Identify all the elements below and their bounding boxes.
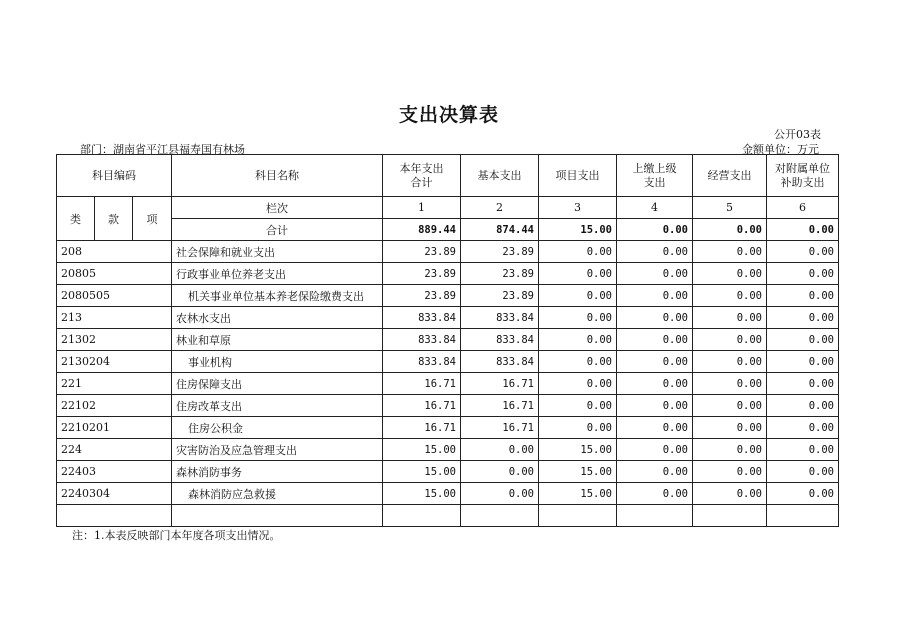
total-value: 874.44 — [461, 219, 539, 241]
table-row — [57, 483, 839, 505]
empty-cell — [693, 505, 767, 527]
row-name: 森林消防应急救援 — [172, 483, 383, 505]
row-value: 0.00 — [539, 263, 617, 285]
header-remit — [617, 155, 693, 197]
header-subsidy-line2: 补助支出 — [780, 175, 825, 189]
row-name: 机关事业单位基本养老保险缴费支出 — [172, 285, 383, 307]
row-value: 0.00 — [693, 285, 767, 307]
row-value: 23.89 — [461, 263, 539, 285]
header-total-line2: 合计 — [410, 175, 433, 189]
row-value: 15.00 — [383, 439, 461, 461]
header-project: 项目支出 — [539, 155, 617, 197]
row-value: 0.00 — [461, 461, 539, 483]
row-value: 0.00 — [539, 373, 617, 395]
total-value: 889.44 — [383, 219, 461, 241]
column-index-row — [57, 197, 839, 219]
row-value: 0.00 — [617, 285, 693, 307]
row-value: 0.00 — [693, 241, 767, 263]
row-value: 0.00 — [767, 307, 839, 329]
row-value: 0.00 — [693, 439, 767, 461]
row-code: 2240304 — [57, 483, 172, 505]
row-value: 833.84 — [383, 329, 461, 351]
row-value: 15.00 — [539, 483, 617, 505]
row-value: 0.00 — [617, 483, 693, 505]
row-name: 住房保障支出 — [172, 373, 383, 395]
document-code: 公开03表 — [774, 128, 821, 141]
row-value: 0.00 — [767, 395, 839, 417]
row-name: 住房改革支出 — [172, 395, 383, 417]
row-value: 0.00 — [539, 241, 617, 263]
row-value: 833.84 — [383, 351, 461, 373]
column-number: 3 — [539, 197, 617, 219]
row-value: 833.84 — [461, 307, 539, 329]
row-value: 15.00 — [539, 439, 617, 461]
row-value: 15.00 — [383, 461, 461, 483]
row-value: 0.00 — [767, 439, 839, 461]
row-name: 行政事业单位养老支出 — [172, 263, 383, 285]
header-name: 科目名称 — [172, 155, 383, 197]
table-row — [57, 395, 839, 417]
row-value: 0.00 — [617, 329, 693, 351]
expenditure-table — [56, 154, 839, 527]
row-value: 0.00 — [539, 285, 617, 307]
row-code: 20805 — [57, 263, 172, 285]
table-row — [57, 241, 839, 263]
row-value: 833.84 — [461, 329, 539, 351]
column-number: 4 — [617, 197, 693, 219]
table-row — [57, 307, 839, 329]
row-value: 23.89 — [383, 285, 461, 307]
total-value: 0.00 — [767, 219, 839, 241]
row-value: 0.00 — [693, 373, 767, 395]
header-total-line1: 本年支出 — [399, 161, 444, 175]
row-code: 2130204 — [57, 351, 172, 373]
total-value: 0.00 — [617, 219, 693, 241]
row-value: 16.71 — [461, 373, 539, 395]
row-code: 2210201 — [57, 417, 172, 439]
row-value: 0.00 — [693, 351, 767, 373]
header-row — [57, 155, 839, 197]
row-value: 15.00 — [383, 483, 461, 505]
row-value: 0.00 — [617, 417, 693, 439]
table-row — [57, 439, 839, 461]
row-value: 0.00 — [767, 351, 839, 373]
row-value: 0.00 — [617, 241, 693, 263]
row-value: 0.00 — [693, 395, 767, 417]
row-value: 16.71 — [383, 417, 461, 439]
column-number: 6 — [767, 197, 839, 219]
header-lei: 类 — [57, 197, 95, 241]
table-row — [57, 351, 839, 373]
empty-cell — [172, 505, 383, 527]
row-value: 0.00 — [617, 351, 693, 373]
header-operating: 经营支出 — [693, 155, 767, 197]
table-row — [57, 263, 839, 285]
table-row — [57, 373, 839, 395]
row-name: 住房公积金 — [172, 417, 383, 439]
row-value: 23.89 — [383, 241, 461, 263]
header-code: 科目编码 — [57, 155, 172, 197]
row-value: 0.00 — [693, 263, 767, 285]
row-value: 0.00 — [461, 439, 539, 461]
header-remit-line1: 上缴上级 — [632, 161, 677, 175]
row-name: 农林水支出 — [172, 307, 383, 329]
footnote: 注：1.本表反映部门本年度各项支出情况。 — [72, 529, 281, 542]
row-value: 0.00 — [693, 417, 767, 439]
row-value: 0.00 — [693, 483, 767, 505]
department-label: 部门：湖南省平江县福寿国有林场 — [80, 143, 245, 156]
row-code: 221 — [57, 373, 172, 395]
row-name: 森林消防事务 — [172, 461, 383, 483]
total-value: 15.00 — [539, 219, 617, 241]
empty-row — [57, 505, 839, 527]
empty-cell — [539, 505, 617, 527]
row-value: 23.89 — [383, 263, 461, 285]
row-value: 0.00 — [767, 329, 839, 351]
row-value: 0.00 — [617, 461, 693, 483]
header-xiang: 项 — [133, 197, 172, 241]
row-name: 社会保障和就业支出 — [172, 241, 383, 263]
empty-cell — [57, 505, 172, 527]
amount-unit-label: 金额单位：万元 — [742, 143, 819, 156]
row-value: 0.00 — [617, 373, 693, 395]
header-subsidy — [767, 155, 839, 197]
row-code: 208 — [57, 241, 172, 263]
row-code: 22403 — [57, 461, 172, 483]
row-value: 0.00 — [617, 263, 693, 285]
column-number: 1 — [383, 197, 461, 219]
empty-cell — [383, 505, 461, 527]
total-row — [57, 219, 839, 241]
row-value: 16.71 — [461, 395, 539, 417]
row-value: 0.00 — [767, 461, 839, 483]
row-name: 事业机构 — [172, 351, 383, 373]
header-total — [383, 155, 461, 197]
row-value: 0.00 — [767, 483, 839, 505]
row-value: 0.00 — [693, 307, 767, 329]
row-code: 21302 — [57, 329, 172, 351]
row-value: 833.84 — [461, 351, 539, 373]
row-value: 0.00 — [617, 307, 693, 329]
row-value: 16.71 — [461, 417, 539, 439]
total-value: 0.00 — [693, 219, 767, 241]
column-number: 2 — [461, 197, 539, 219]
row-code: 22102 — [57, 395, 172, 417]
page-title: 支出决算表 — [398, 104, 499, 126]
row-value: 0.00 — [617, 439, 693, 461]
row-value: 0.00 — [539, 417, 617, 439]
empty-cell — [461, 505, 539, 527]
row-value: 833.84 — [383, 307, 461, 329]
header-kuan: 款 — [95, 197, 133, 241]
table-row — [57, 285, 839, 307]
row-value: 0.00 — [693, 329, 767, 351]
row-value: 16.71 — [383, 373, 461, 395]
empty-cell — [617, 505, 693, 527]
header-subsidy-line1: 对附属单位 — [775, 161, 830, 175]
row-value: 0.00 — [767, 241, 839, 263]
empty-cell — [767, 505, 839, 527]
row-value: 0.00 — [461, 483, 539, 505]
header-remit-line2: 支出 — [643, 175, 666, 189]
row-value: 23.89 — [461, 285, 539, 307]
column-number: 5 — [693, 197, 767, 219]
row-value: 0.00 — [693, 461, 767, 483]
table-row — [57, 417, 839, 439]
row-value: 16.71 — [383, 395, 461, 417]
row-code: 2080505 — [57, 285, 172, 307]
row-value: 15.00 — [539, 461, 617, 483]
row-value: 0.00 — [767, 417, 839, 439]
header-basic: 基本支出 — [461, 155, 539, 197]
row-value: 23.89 — [461, 241, 539, 263]
table-row — [57, 461, 839, 483]
row-value: 0.00 — [767, 263, 839, 285]
row-value: 0.00 — [767, 373, 839, 395]
row-value: 0.00 — [617, 395, 693, 417]
row-value: 0.00 — [539, 351, 617, 373]
total-label: 合计 — [172, 219, 383, 241]
row-value: 0.00 — [539, 329, 617, 351]
row-value: 0.00 — [767, 285, 839, 307]
row-code: 224 — [57, 439, 172, 461]
row-value: 0.00 — [539, 395, 617, 417]
row-name: 灾害防治及应急管理支出 — [172, 439, 383, 461]
column-index-label: 栏次 — [172, 197, 383, 219]
row-code: 213 — [57, 307, 172, 329]
row-value: 0.00 — [539, 307, 617, 329]
row-name: 林业和草原 — [172, 329, 383, 351]
table-row — [57, 329, 839, 351]
